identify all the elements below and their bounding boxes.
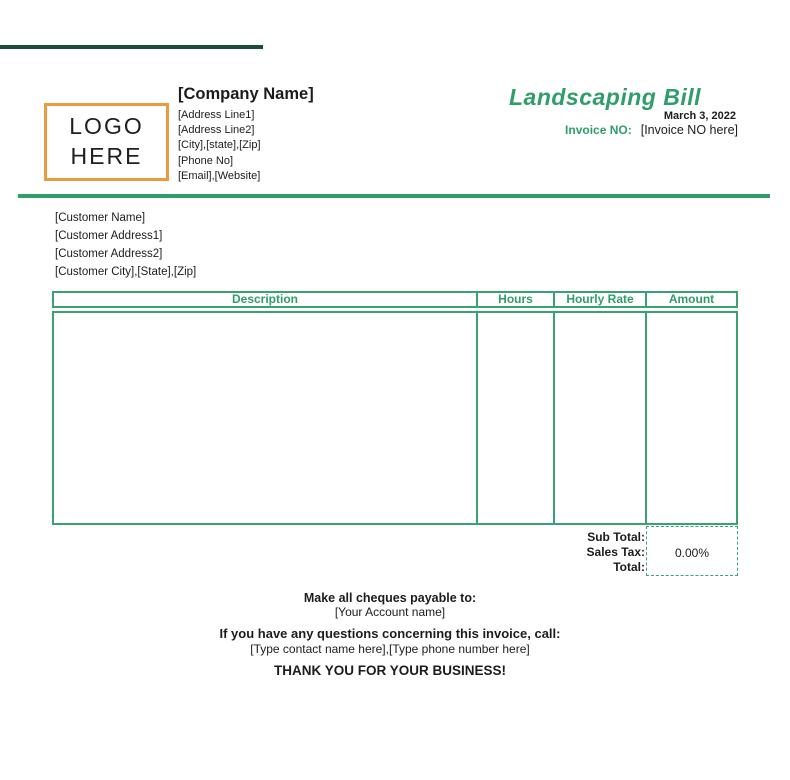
column-header-hours: Hours [478, 293, 555, 306]
column-header-description: Description [54, 293, 478, 306]
description-entry-cell[interactable] [54, 313, 478, 523]
company-address-block [178, 108, 261, 184]
top-edge-bar [0, 45, 263, 49]
sales-tax-value[interactable]: 0.00% [674, 546, 710, 560]
column-header-hourly-rate: Hourly Rate [555, 293, 647, 306]
sub-total-label: Sub Total: [587, 530, 645, 544]
items-table-body [52, 311, 738, 525]
account-name-placeholder[interactable]: [Your Account name] [334, 605, 446, 619]
invoice-number-placeholder[interactable]: [Invoice NO here] [640, 123, 738, 137]
contact-placeholder[interactable]: [Type contact name here],[Type phone number here] [250, 642, 530, 656]
total-label: Total: [613, 560, 645, 574]
header-separator-line [18, 194, 770, 198]
logo-text-line1: LOGO [69, 113, 144, 140]
invoice-date[interactable]: March 3, 2022 [663, 110, 736, 122]
thank-you-message: THANK YOU FOR YOUR BUSINESS! [273, 663, 507, 678]
customer-address2-placeholder[interactable]: [Customer Address2] [55, 248, 163, 260]
invoice-number-label: Invoice NO: [565, 123, 632, 137]
address-line-1[interactable]: [Address Line1] [178, 109, 255, 121]
logo-placeholder[interactable] [44, 103, 169, 181]
customer-name-placeholder[interactable]: [Customer Name] [55, 212, 146, 224]
address-phone[interactable]: [Phone No] [178, 154, 234, 167]
items-table-header [52, 291, 738, 308]
column-header-amount: Amount [668, 292, 715, 306]
footer-block [0, 591, 780, 678]
address-city-state-zip[interactable]: [City],[state],[Zip] [178, 139, 261, 152]
customer-city-state-zip-placeholder[interactable]: [Customer City],[State],[Zip] [55, 266, 197, 278]
hours-entry-cell[interactable] [478, 313, 555, 523]
cheques-payable-heading: Make all cheques payable to: [303, 591, 477, 605]
invoice-number-row [565, 123, 738, 137]
company-name-placeholder[interactable]: [Company Name] [178, 85, 314, 103]
customer-address1-placeholder[interactable]: [Customer Address1] [55, 230, 163, 242]
totals-labels-block [445, 530, 645, 575]
logo-text-line2: HERE [70, 143, 143, 169]
customer-block [55, 209, 196, 281]
questions-heading: If you have any questions concerning this invoice, call: [219, 626, 561, 641]
sales-tax-label: Sales Tax: [586, 545, 645, 559]
address-email-website[interactable]: [Email],[Website] [178, 169, 261, 182]
address-line-2[interactable]: [Address Line2] [178, 124, 255, 137]
document-title: Landscaping Bill [508, 84, 702, 110]
amount-entry-cell[interactable] [647, 313, 736, 523]
hourly-rate-entry-cell[interactable] [555, 313, 647, 523]
